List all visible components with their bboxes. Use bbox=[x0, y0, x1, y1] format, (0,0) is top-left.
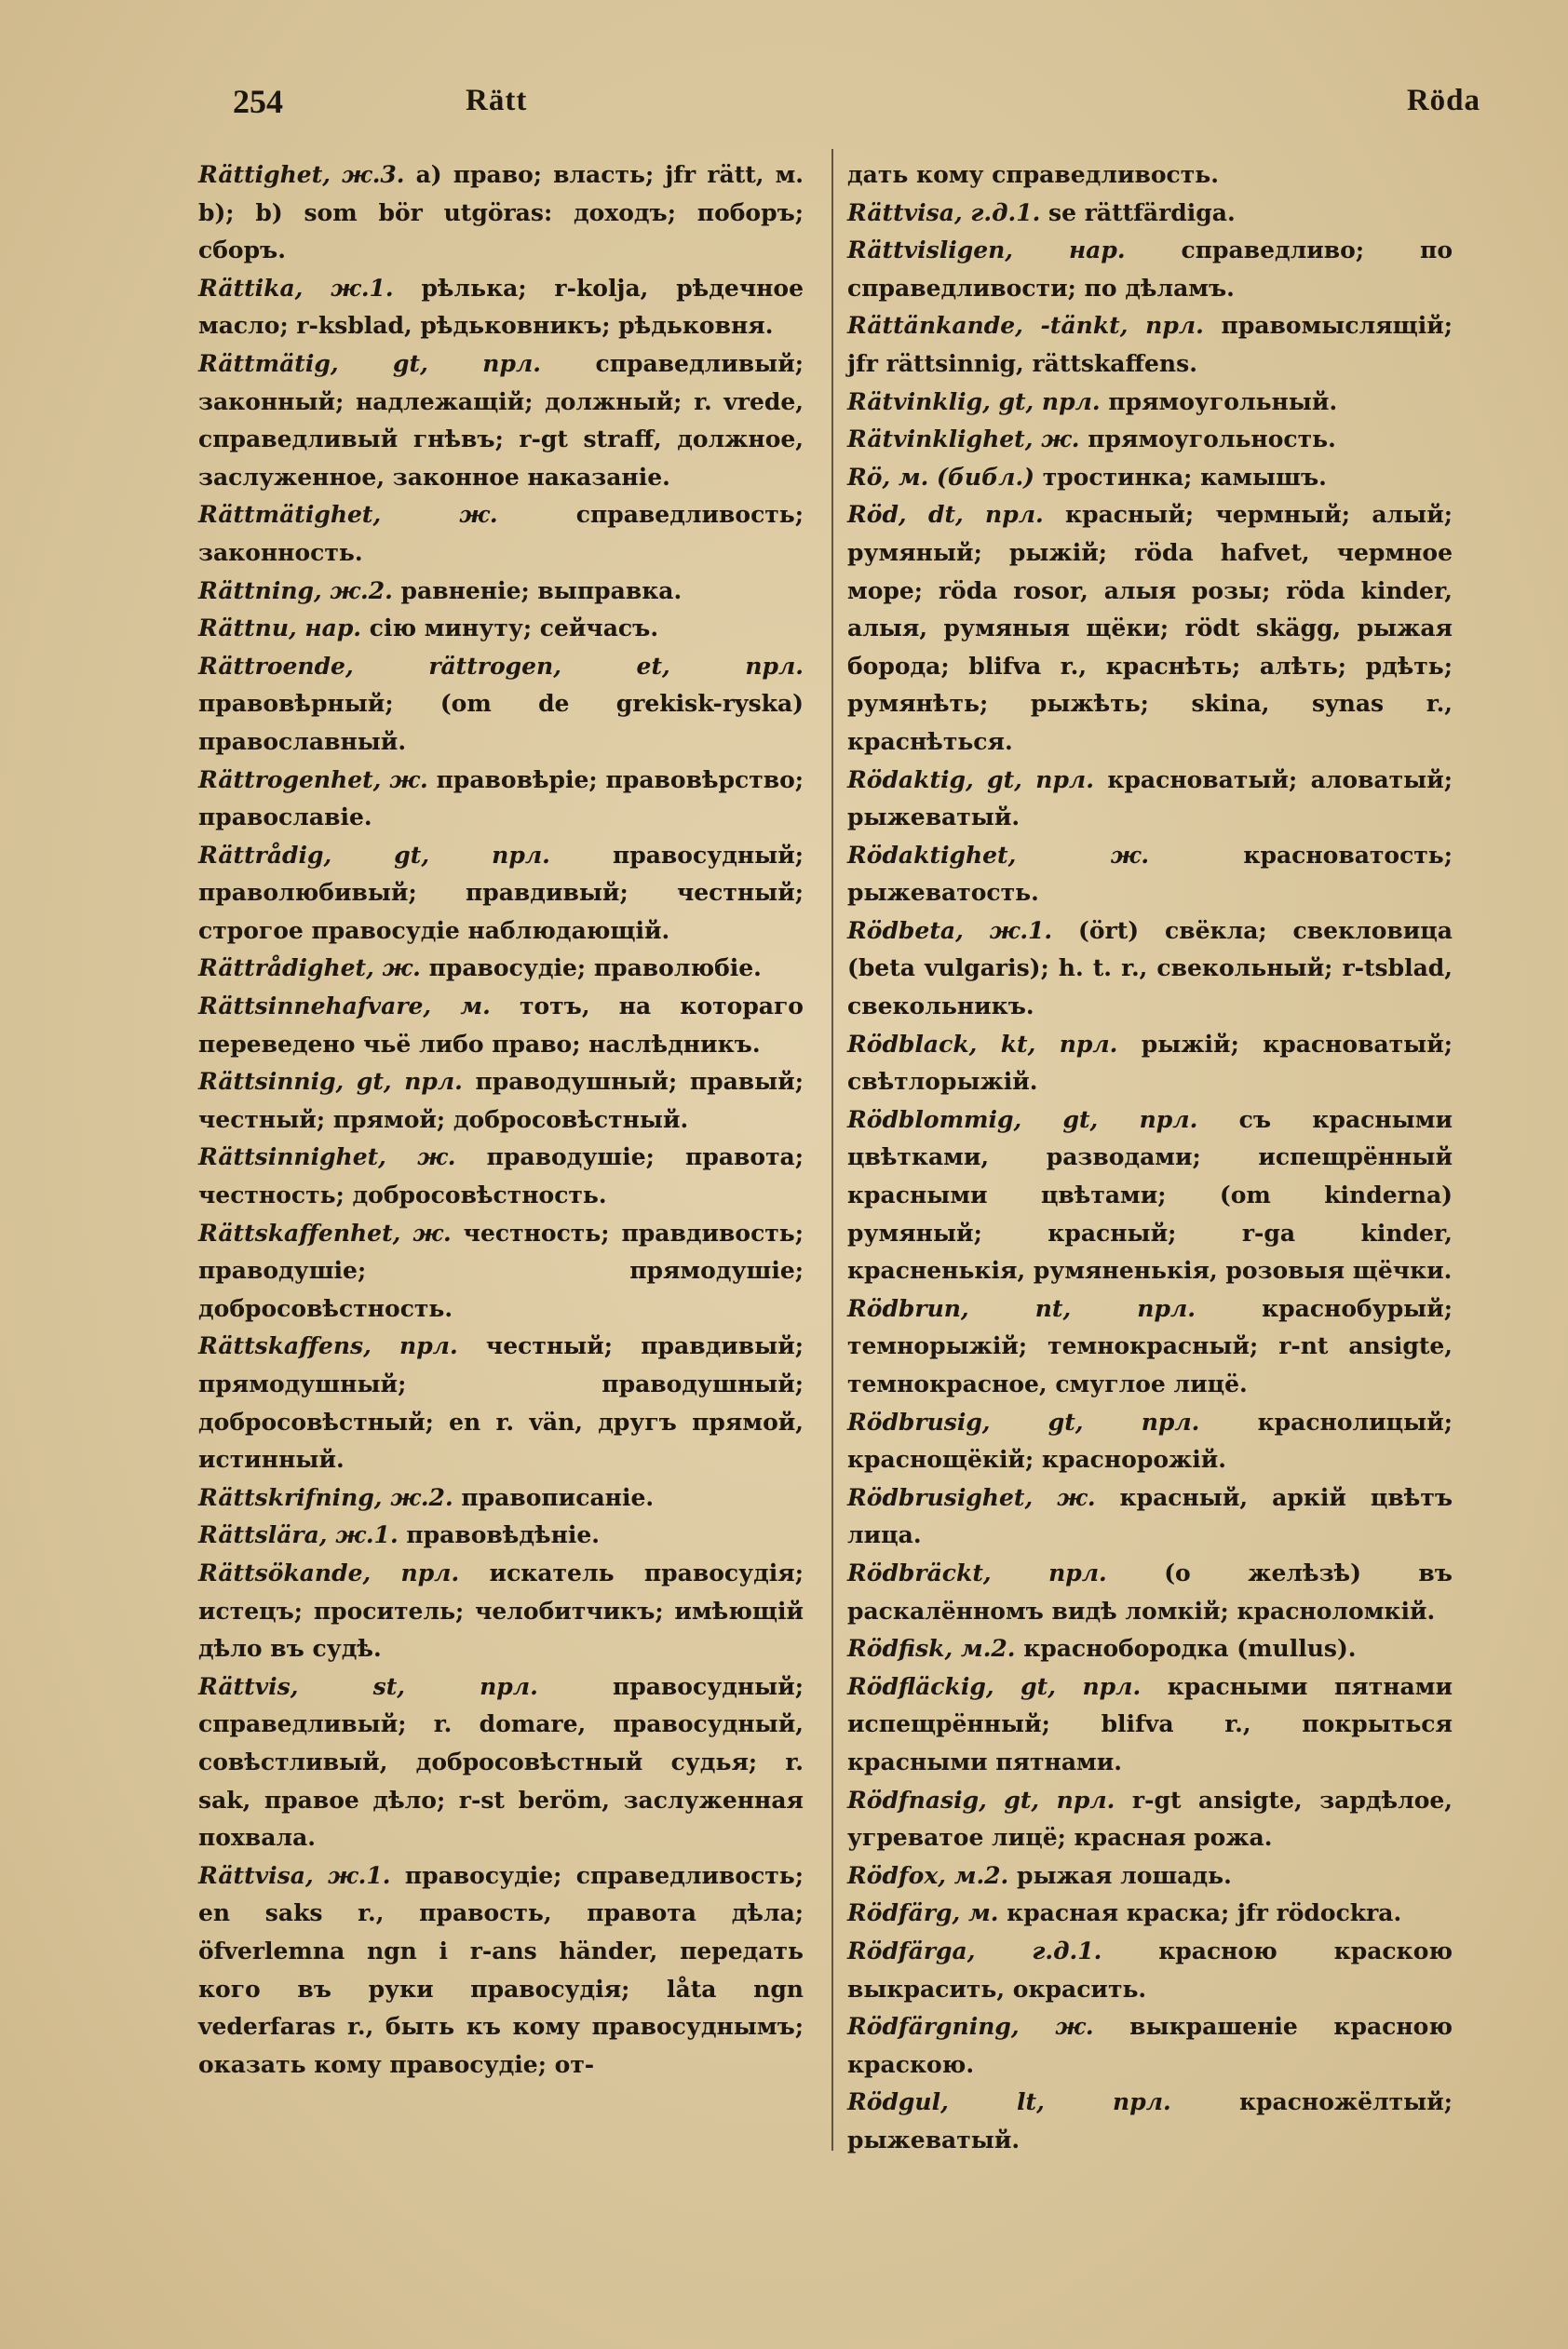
entry-grammar: ж.1. bbox=[327, 1521, 399, 1549]
entry-definition: справедливость; законность. bbox=[198, 501, 804, 566]
dictionary-entry bbox=[847, 1101, 1453, 1290]
entry-headword: Rättsökande, bbox=[198, 1559, 372, 1586]
entry-grammar: gt, прл. bbox=[986, 1786, 1115, 1814]
entry-definition: прямоугольный. bbox=[1100, 387, 1338, 415]
entry-headword: Rödfärga, bbox=[847, 1937, 976, 1964]
entry-headword: Rättslära, bbox=[198, 1521, 328, 1549]
entry-definition: красною краскою выкрасить, окрасить. bbox=[847, 1937, 1453, 2003]
dictionary-entry bbox=[198, 156, 804, 270]
entry-grammar: ж. bbox=[1016, 841, 1150, 869]
dictionary-entry bbox=[847, 837, 1453, 912]
dictionary-entry bbox=[847, 762, 1453, 837]
entry-definition: праводушный; правый; честный; прямой; добросовѣстный. bbox=[198, 1068, 804, 1133]
entry-definition: a) право; власть; jfr rätt, м. b); b) som bör utgöras: доходъ; поборъ; сборъ. bbox=[198, 161, 804, 264]
entry-headword: Rödfox, bbox=[847, 1861, 946, 1889]
dictionary-entry bbox=[198, 1479, 804, 1518]
dictionary-entry bbox=[198, 1215, 804, 1329]
entry-definition: красный, аркій цвѣтъ лица. bbox=[847, 1483, 1453, 1549]
entry-definition: выкрашеніе красною краскою. bbox=[847, 2013, 1453, 2078]
dictionary-entry bbox=[198, 1555, 804, 1668]
entry-grammar: ж. bbox=[1033, 425, 1080, 453]
entry-headword: Rättsinnighet, bbox=[198, 1143, 386, 1171]
column-divider bbox=[831, 149, 833, 2151]
entry-headword: Rödbrun, bbox=[847, 1294, 969, 1322]
entry-grammar: lt, прл. bbox=[948, 2088, 1171, 2116]
entry-headword: Röd, bbox=[847, 501, 907, 529]
right-column bbox=[847, 156, 1453, 2159]
entry-headword: Rö, bbox=[847, 463, 891, 491]
page-header bbox=[233, 82, 1480, 130]
entry-grammar: прл. bbox=[991, 1559, 1107, 1586]
dictionary-entry bbox=[847, 1668, 1453, 1782]
dictionary-entry bbox=[847, 1479, 1453, 1555]
entry-definition: рыжая лошадь. bbox=[1008, 1861, 1232, 1889]
entry-grammar: gt, прл. bbox=[973, 765, 1094, 793]
entry-headword: Rödbräckt, bbox=[847, 1559, 992, 1586]
entry-definition: правовѣрный; (om de grekisk-ryska) православный. bbox=[198, 690, 804, 755]
entry-definition: справедливый; законный; надлежащій; должный; r. vrede, справедливый гнѣвъ; r-gt straff, должное, заслуженное, законное наказаніе. bbox=[198, 349, 804, 491]
entry-definition: краснобородка (mullus). bbox=[1015, 1635, 1357, 1663]
entry-headword: Rättsinnehafvare, bbox=[198, 992, 432, 1020]
dictionary-entry bbox=[198, 573, 804, 611]
page-number: 254 bbox=[233, 83, 283, 120]
entry-headword: Rättänkande, bbox=[847, 312, 1023, 340]
entry-definition: краснобурый; темнорыжій; темнокрасный; r-nt ansigte, темнокрасное, смуглое лицё. bbox=[847, 1294, 1453, 1397]
entry-headword: Rättighet, bbox=[198, 161, 331, 188]
dictionary-entry bbox=[198, 610, 804, 648]
entry-definition: se rättfärdiga. bbox=[1040, 198, 1236, 226]
entry-grammar: gt, прл. bbox=[990, 387, 1101, 415]
dictionary-entry bbox=[198, 1517, 804, 1555]
dictionary-entry bbox=[198, 345, 804, 496]
dictionary-entry bbox=[847, 1782, 1453, 1857]
entry-definition: красными пятнами испещрённый; blifva r., покрыться красными пятнами. bbox=[847, 1672, 1453, 1775]
entry-definition: тотъ, на котораго переведено чьё либо право; наслѣдникъ. bbox=[198, 992, 804, 1058]
entry-grammar: gt, прл. bbox=[1021, 1105, 1198, 1133]
entry-grammar: ж. bbox=[1033, 1483, 1096, 1511]
dictionary-entry bbox=[847, 1026, 1453, 1101]
entry-headword: Rättika, bbox=[198, 274, 304, 302]
entry-grammar: м. (библ.) bbox=[890, 463, 1034, 491]
dictionary-entry bbox=[847, 421, 1453, 459]
entry-grammar: м.2. bbox=[953, 1635, 1016, 1663]
entry-headword: Rätvinklig, bbox=[847, 387, 991, 415]
dictionary-entry bbox=[198, 762, 804, 837]
entry-headword: Rättrådig, bbox=[198, 841, 332, 869]
entry-headword: Rättmätig, bbox=[198, 349, 339, 377]
dictionary-entry bbox=[198, 496, 804, 572]
entry-headword: Rödfläckig, bbox=[847, 1672, 994, 1700]
entry-grammar: нар. bbox=[1013, 236, 1126, 264]
entry-grammar: м. bbox=[960, 1899, 999, 1927]
entry-grammar: м.2. bbox=[945, 1861, 1009, 1889]
dictionary-entry bbox=[847, 496, 1453, 761]
entry-definition: съ красными цвѣтками, разводами; испещрённый красными цвѣтами; (om kinderna) румяный; красный; r-ga kinder, красненькія, румяненькія, розовыя щёчки. bbox=[847, 1105, 1453, 1285]
entry-headword: Rättsinnig, bbox=[198, 1068, 345, 1096]
entry-grammar: г.д.1. bbox=[962, 198, 1041, 226]
entry-grammar: gt, прл. bbox=[990, 1408, 1200, 1436]
entry-headword: Rättning, bbox=[198, 576, 322, 604]
entry-definition: правосудный; справедливый; r. domare, правосудный, совѣстливый, добросовѣстный судья; r. sak, правое дѣло; r-st beröm, заслуженная похвала. bbox=[198, 1672, 804, 1852]
dictionary-entry bbox=[847, 1933, 1453, 2008]
dictionary-entry bbox=[847, 1857, 1453, 1896]
entry-definition: праводушіе; правота; честность; добросовѣстность. bbox=[198, 1143, 804, 1209]
dictionary-entry bbox=[198, 988, 804, 1063]
dictionary-entry bbox=[198, 837, 804, 951]
entry-headword: Rättvisa, bbox=[847, 198, 963, 226]
entry-definition: честный; правдивый; прямодушный; праводушный; добросовѣстный; en r. vän, другъ прямой, истинный. bbox=[198, 1332, 804, 1474]
running-head-right: Röda bbox=[1406, 84, 1480, 117]
dictionary-entry bbox=[847, 384, 1453, 422]
entry-headword: Rödgul, bbox=[847, 2088, 949, 2116]
entry-definition: красноватость; рыжеватость. bbox=[847, 841, 1453, 907]
entry-headword: Rödfnasig, bbox=[847, 1786, 987, 1814]
entry-headword: Rödblommig, bbox=[847, 1105, 1022, 1133]
entry-grammar: ж.2. bbox=[321, 576, 393, 604]
entry-headword: Rödfärg, bbox=[847, 1899, 961, 1927]
entry-definition: правосудіе; справедливость; en saks r., правость, правота дѣла; öfverlemna ngn i r-ans händer, передать кого въ руки правосудія; låta ngn vederfaras r., быть къ кому правосуднымъ; оказать кому правосудіе; от- bbox=[198, 1861, 804, 2078]
entry-definition: рыжій; красноватый; свѣтлорыжій. bbox=[847, 1030, 1453, 1096]
dictionary-entry bbox=[198, 270, 804, 345]
entry-definition: (о желѣзѣ) въ раскалённомъ видѣ ломкій; красноломкій. bbox=[847, 1559, 1453, 1625]
dictionary-entry bbox=[847, 2008, 1453, 2084]
entry-grammar: ж. bbox=[373, 954, 421, 982]
dictionary-entry bbox=[198, 1328, 804, 1478]
entry-definition: равненіе; выправка. bbox=[392, 576, 683, 604]
dictionary-entry bbox=[847, 1290, 1453, 1404]
entry-headword: Rättvisa, bbox=[198, 1861, 314, 1889]
entry-headword: Rättnu, bbox=[198, 614, 297, 642]
entry-definition: честность; правдивость; праводушіе; прямодушіе; добросовѣстность. bbox=[198, 1219, 804, 1322]
entry-grammar: -tänkt, прл. bbox=[1022, 312, 1204, 340]
entry-headword: Rödbeta, bbox=[847, 916, 964, 944]
dictionary-entry bbox=[847, 195, 1453, 233]
entry-definition: искатель правосудія; истецъ; проситель; челобитчикъ; имѣющій дѣло въ судѣ. bbox=[198, 1559, 804, 1663]
dictionary-entry bbox=[198, 950, 804, 988]
entry-grammar: прл. bbox=[371, 1332, 458, 1360]
entry-definition: правописаніе. bbox=[453, 1483, 655, 1511]
entry-grammar: gt, прл. bbox=[338, 349, 541, 377]
dictionary-entry bbox=[847, 459, 1453, 497]
entry-headword: Rättskaffens, bbox=[198, 1332, 372, 1360]
dictionary-entry bbox=[198, 1063, 804, 1139]
entry-definition: сію минуту; сейчасъ. bbox=[361, 614, 659, 642]
entry-grammar: rättrogen, et, прл. bbox=[353, 652, 804, 680]
entry-grammar: ж. bbox=[385, 1143, 456, 1171]
dictionary-entry bbox=[847, 912, 1453, 1026]
entry-grammar: ж.3. bbox=[330, 161, 405, 188]
running-head-left: Rätt bbox=[466, 84, 528, 117]
entry-grammar: kt, прл. bbox=[977, 1030, 1118, 1058]
entry-headword: Rättroende, bbox=[198, 652, 354, 680]
entry-grammar: gt, прл. bbox=[344, 1068, 463, 1096]
dictionary-entry bbox=[198, 1857, 804, 2085]
dictionary-entry bbox=[847, 156, 1453, 195]
entry-grammar: ж. bbox=[1019, 2013, 1094, 2041]
entry-definition: правовѣдѣніе. bbox=[398, 1521, 600, 1549]
dictionary-entry bbox=[847, 232, 1453, 307]
entry-definition: дать кому справедливость. bbox=[847, 161, 1219, 188]
entry-definition: справедливо; по справедливости; по дѣламъ. bbox=[847, 236, 1453, 302]
entry-grammar: ж. bbox=[381, 501, 498, 529]
entry-grammar: нар. bbox=[296, 614, 362, 642]
entry-grammar: ж.1. bbox=[963, 916, 1053, 944]
entry-definition: правомыслящій; jfr rättsinnig, rättskaffens. bbox=[847, 312, 1453, 377]
entry-definition: красножёлтый; рыжеватый. bbox=[847, 2088, 1453, 2153]
entry-headword: Rödfisk, bbox=[847, 1635, 953, 1663]
entry-definition: правосудіе; праволюбіе. bbox=[420, 954, 762, 982]
entry-grammar: ж. bbox=[400, 1219, 452, 1247]
dictionary-entry bbox=[847, 1404, 1453, 1479]
entry-headword: Rättvisligen, bbox=[847, 236, 1014, 264]
dictionary-entry bbox=[847, 307, 1453, 383]
entry-headword: Rättrådighet, bbox=[198, 954, 374, 982]
entry-definition: рѣлька; r-kolja, рѣдечное масло; r-ksblad, рѣдьковникъ; рѣдьковня. bbox=[198, 274, 804, 340]
entry-headword: Rödfärgning, bbox=[847, 2013, 1020, 2041]
entry-grammar: г.д.1. bbox=[975, 1937, 1102, 1964]
dictionary-entry bbox=[198, 648, 804, 762]
entry-headword: Rödblack, bbox=[847, 1030, 978, 1058]
entry-definition: (ört) свёкла; свекловица (beta vulgaris); h. t. r., свекольный; r-tsblad, свекольникъ. bbox=[847, 916, 1453, 1020]
entry-headword: Rödbrusig, bbox=[847, 1408, 991, 1436]
entry-grammar: dt, прл. bbox=[906, 501, 1044, 529]
entry-headword: Rödbrusighet, bbox=[847, 1483, 1034, 1511]
entry-headword: Rättvis, bbox=[198, 1672, 299, 1700]
entry-definition: прямоугольность. bbox=[1079, 425, 1336, 453]
entry-grammar: м. bbox=[431, 992, 491, 1020]
dictionary-entry bbox=[198, 1139, 804, 1214]
entry-definition: красная краска; jfr rödockra. bbox=[998, 1899, 1402, 1927]
entry-grammar: ж. bbox=[381, 765, 428, 793]
entry-headword: Rödaktighet, bbox=[847, 841, 1017, 869]
entry-definition: краснолицый; краснощёкій; краснорожій. bbox=[847, 1408, 1453, 1474]
entry-headword: Rödaktig, bbox=[847, 765, 974, 793]
entry-definition: r-gt ansigte, зардѣлое, угреватое лицё; красная рожа. bbox=[847, 1786, 1453, 1852]
entry-headword: Rättrogenhet, bbox=[198, 765, 382, 793]
entry-headword: Rättmätighet, bbox=[198, 501, 382, 529]
entry-grammar: ж.2. bbox=[382, 1483, 453, 1511]
dictionary-entry bbox=[847, 1630, 1453, 1668]
entry-grammar: прл. bbox=[371, 1559, 460, 1586]
dictionary-entry bbox=[847, 1555, 1453, 1630]
entry-headword: Rätvinklighet, bbox=[847, 425, 1034, 453]
entry-grammar: st, прл. bbox=[298, 1672, 538, 1700]
entry-headword: Rättskaffenhet, bbox=[198, 1219, 401, 1247]
entry-definition: красный; чермный; алый; румяный; рыжій; röda hafvet, чермное море; röda rosor, алыя розы; röda kinder, алыя, румяныя щёки; rödt skägg, рыжая борода; blifva r., краснѣть; алѣть; рдѣть; румянѣть; рыжѣть; skina, synas r., краснѣться. bbox=[847, 501, 1453, 755]
entry-grammar: nt, прл. bbox=[968, 1294, 1196, 1322]
dictionary-entry bbox=[847, 1895, 1453, 1933]
dictionary-entry bbox=[198, 1668, 804, 1857]
entry-grammar: ж.1. bbox=[303, 274, 394, 302]
entry-definition: правосудный; праволюбивый; правдивый; честный; строгое правосудіе наблюдающій. bbox=[198, 841, 804, 944]
entry-definition: тростинка; камышъ. bbox=[1034, 463, 1327, 491]
entry-grammar: gt, прл. bbox=[331, 841, 550, 869]
entry-definition: красноватый; аловатый; рыжеватый. bbox=[847, 765, 1453, 831]
left-column bbox=[198, 156, 804, 2084]
entry-grammar: ж.1. bbox=[313, 1861, 391, 1889]
entry-definition: правовѣріе; правовѣрство; православіе. bbox=[198, 765, 804, 831]
entry-headword: Rättskrifning, bbox=[198, 1483, 383, 1511]
entry-grammar: gt, прл. bbox=[994, 1672, 1142, 1700]
dictionary-entry bbox=[847, 2084, 1453, 2159]
